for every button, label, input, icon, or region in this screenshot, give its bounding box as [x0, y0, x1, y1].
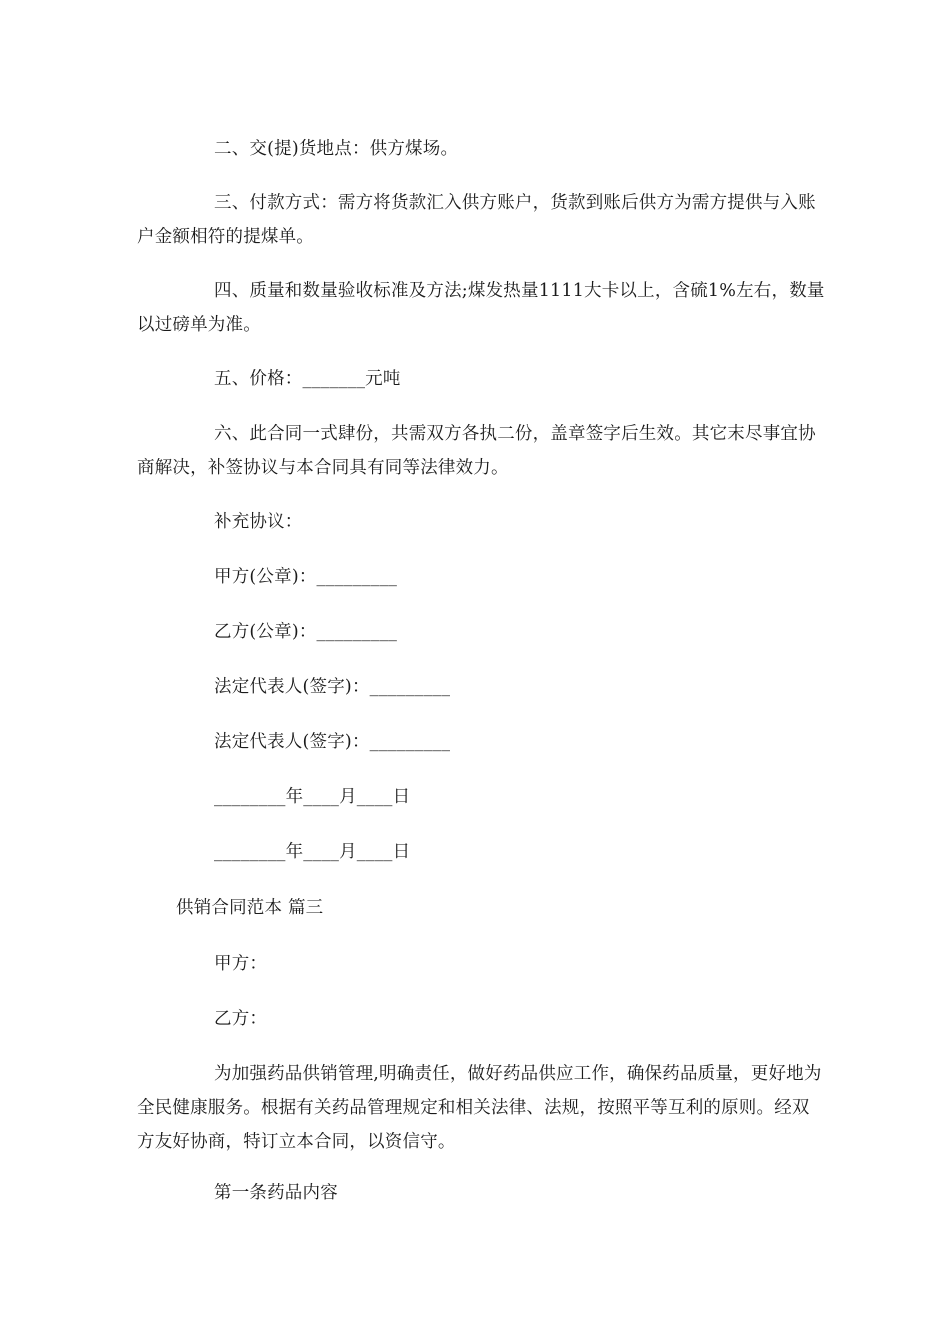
section-title: 供销合同范本 篇三 — [176, 898, 324, 918]
legal-rep-signature-2: 法定代表人(签字)：_________ — [214, 732, 451, 752]
legal-rep-signature-1: 法定代表人(签字)：_________ — [214, 677, 451, 697]
quality-clause: 四、质量和数量验收标准及方法;煤发热量1111大卡以上，含硫1%左右，数量以过磅单为准。 — [137, 281, 825, 335]
supplement-label: 补充协议： — [214, 512, 303, 532]
price-clause: 五、价格：_______元吨 — [214, 369, 401, 389]
copies-clause: 六、此合同一式肆份，共需双方各执二份，盖章签字后生效。其它末尽事宜协商解决，补签协议与本合同具有同等法律效力。 — [137, 424, 816, 478]
article-one-heading: 第一条药品内容 — [214, 1183, 338, 1203]
party-b-seal-line: 乙方(公章)：_________ — [214, 622, 398, 642]
party-a-seal-line: 甲方(公章)：_________ — [214, 567, 398, 587]
delivery-place-clause: 二、交(提)货地点：供方煤场。 — [214, 139, 459, 159]
preamble-paragraph: 为加强药品供销管理,明确责任，做好药品供应工作，确保药品质量，更好地为全民健康服务。根据有关药品管理规定和相关法律、法规，按照平等互利的原则。经双方友好协商，特订立本合同，以资信守。 — [137, 1064, 822, 1152]
date-line-1: ________年____月____日 — [214, 787, 411, 807]
date-line-2: ________年____月____日 — [214, 842, 411, 862]
payment-clause: 三、付款方式：需方将货款汇入供方账户，货款到账后供方为需方提供与入账户金额相符的提煤单。 — [137, 193, 816, 247]
party-b-label: 乙方： — [214, 1009, 268, 1029]
party-a-label: 甲方： — [214, 954, 268, 974]
